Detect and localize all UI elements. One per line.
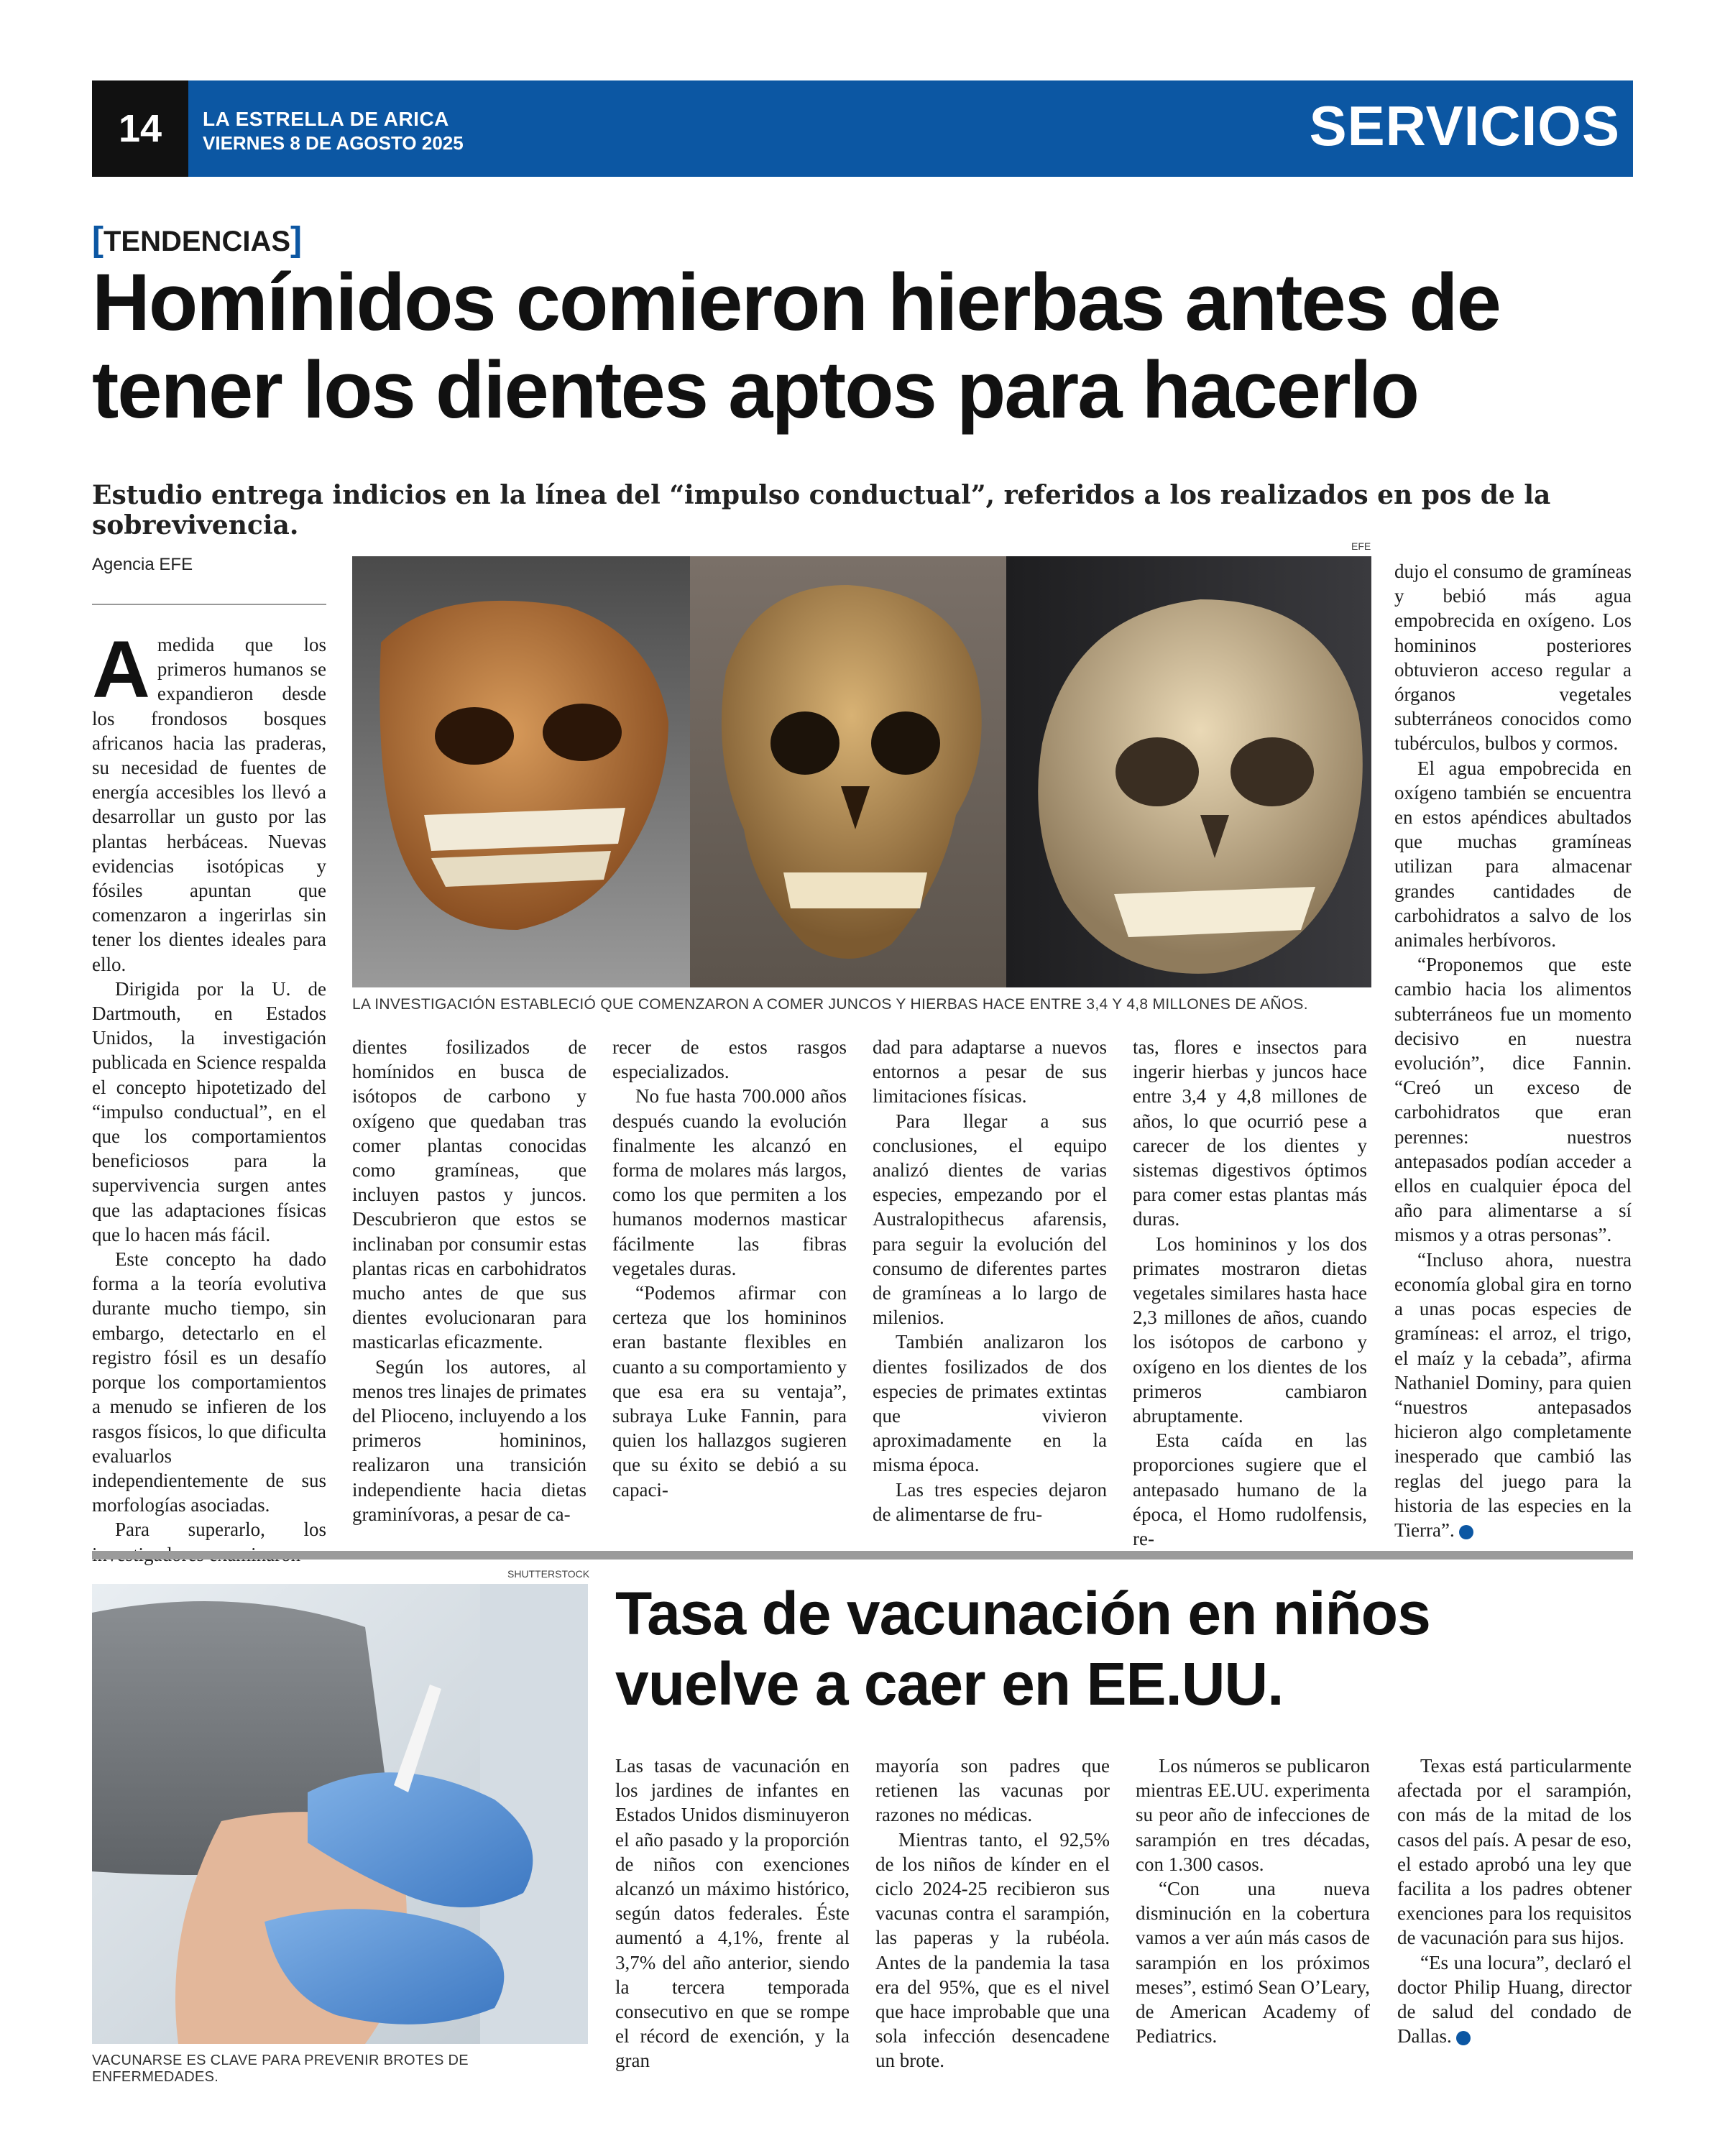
story2-headline: Tasa de vacunación en niños vuelve a caer en EE.UU.: [615, 1580, 1430, 1718]
story1-column-3: [612, 1035, 847, 1502]
kicker-close-bracket: ]: [290, 221, 302, 259]
section-title: SERVICIOS: [1309, 94, 1620, 157]
kicker-text: TENDENCIAS: [103, 226, 291, 257]
story1-col3-para2: No fue hasta 700.000 años después cuando la evolución finalmente les alcanzó en forma de molares más largos, como los que permiten a los humanos modernos masticar fácilmente las fibras vegetales duras.: [612, 1085, 847, 1279]
story1-col1-para2: Dirigida por la U. de Dartmouth, en Estados Unidos, la investigación publicada en Science respalda el concepto hipotetizado del “impulso conductual”, en el que los comportamientos beneficiosos para la supervivencia surgen antes que las adaptaciones físicas que lo hacen más fácil.: [92, 977, 326, 1245]
story2-col2-para1: mayoría son padres que retienen las vacunas por razones no médicas.: [875, 1755, 1110, 1826]
story1-col6-para1: dujo el consumo de gramíneas y bebió más agua empobrecida en oxígeno. Los homininos posteriores obtuvieron acceso regular a órganos vegetales subterráneos conocidos como tubérculos, bulbos y cormos.: [1394, 561, 1632, 755]
story1-col2-para1: dientes fosilizados de homínidos en busca de isótopos de carbono y oxígeno que quedaban tras comer plantas conocidas como gramíneas, que incluyen pastos y juncos. Descubrieron que estos se inclinaban por consumir estas plantas ricas en carbohidratos mucho antes de que sus dientes evolucionaran para masticarlas eficazmente.: [352, 1036, 586, 1353]
story2-col2-para2: Mientras tanto, el 92,5% de los niños de kínder en el ciclo 2024-25 recibieron sus vacunas contra el sarampión, las paperas y la rubéola. Antes de la pandemia la tasa era del 95%, que es el nivel que hace improbable que una sola infección desencadene un brote.: [875, 1828, 1110, 2072]
end-of-article-icon: [1456, 2031, 1471, 2045]
story1-headline: Homínidos comieron hierbas antes de tener los dientes aptos para hacerlo: [92, 257, 1500, 435]
vaccination-photo: [92, 1584, 588, 2044]
story1-col1-para3: Este concepto ha dado forma a la teoría evolutiva durante mucho tiempo, sin embargo, detectarlo en el registro fósil es un desafío porque los comportamientos a menudo se infieren de los rasgos físicos, lo que dificulta evaluarlos independientemente de sus morfologías asociadas.: [92, 1248, 326, 1516]
story2-col1-para1: Las tasas de vacunación en los jardines de infantes en Estados Unidos disminuyeron el año pasado y la proporción de niños con exenciones alcanzó un máximo histórico, según datos federales. Éste aumentó a 4,1%, frente al 3,7% del año anterior, siendo la tercera temporada consecutivo en que se rompe el récord de exención, y la gran: [615, 1755, 850, 2072]
story1-deck: Estudio entrega indicios en la línea del “impulso conductual”, referidos a los realizados en pos de la sobrevivencia.: [92, 480, 1551, 540]
newspaper-name: LA ESTRELLA DE ARICA: [203, 108, 449, 130]
story2-column-3: [1136, 1754, 1370, 2048]
story1-col2-para2: Según los autores, al menos tres linajes de primates del Plioceno, incluyendo a los primeros homininos, realizaron una transición independiente hacia dietas graminívoras, a pesar de ca-: [352, 1355, 586, 1525]
story1-col6-para3: “Proponemos que este cambio hacia los alimentos subterráneos fue un momento decisivo en nuestra evolución”, dice Fannin. “Creó un exceso de carbohidratos que eran perennes: nuestros antepasados podían acceder a ellos en cualquier época del año para alimentarse a sí mismos y a otras personas”.: [1394, 954, 1632, 1246]
story2-photo-caption: VACUNARSE ES CLAVE PARA PREVENIR BROTES DE ENFERMEDADES.: [92, 2053, 469, 2085]
story1-photo-credit: EFE: [1351, 540, 1371, 552]
story2-column-1: [615, 1754, 850, 2073]
story1-col6-para2: El agua empobrecida en oxígeno también se encuentra en estos apéndices abultados que muchas gramíneas utilizan para almacenar grandes cantidades de carbohidratos a salvo de los animales herbívoros.: [1394, 757, 1632, 952]
story2-col4-para1: Texas está particularmente afectada por el sarampión, con más de la mitad de los casos del país. A pesar de eso, el estado aprobó una ley que facilita a los padres obtener exenciones para los requisitos de vacunación para sus hijos.: [1397, 1755, 1632, 1949]
story1-byline: Agencia EFE: [92, 555, 193, 574]
story-divider: [92, 1551, 1633, 1560]
story1-col1-para1-text: medida que los primeros humanos se expandieron desde los frondosos bosques africanos hacia las praderas, su necesidad de fuentes de energía accesibles los llevó a desarrollar un gusto por las plantas herbáceas. Nuevas evidencias isotópicas y fósiles apuntan que comenzaron a ingerirlas sin tener los dientes ideales para ello.: [92, 634, 326, 975]
story1-col5-para1: tas, flores e insectos para ingerir hierbas y juncos hace entre 3,4 y 4,8 millones de años, lo que ocurrió pese a carecer de los dientes y sistemas digestivos óptimos para comer estas plantas más duras.: [1133, 1036, 1367, 1230]
story1-col4-para3: También analizaron los dientes fosilizados de dos especies de primates extintas que vivieron aproximadamente en la misma época.: [873, 1331, 1107, 1476]
issue-date: VIERNES 8 DE AGOSTO 2025: [203, 132, 464, 154]
story1-column-2: [352, 1035, 586, 1526]
story1-col1-para1: [92, 625, 326, 977]
story1-col5-para3: Esta caída en las proporciones sugiere que el antepasado humano de la época, el Homo rudolfensis, re-: [1133, 1429, 1367, 1550]
drop-cap: A: [92, 625, 150, 714]
kicker-open-bracket: [: [92, 221, 104, 259]
byline-rule: [92, 604, 326, 605]
story2-column-2: [875, 1754, 1110, 2073]
end-of-article-icon: [1459, 1525, 1473, 1539]
story1-col6-para4: [1394, 1248, 1632, 1542]
story1-column-5: [1133, 1035, 1367, 1551]
story2-col4-para2: [1397, 1950, 1632, 2049]
story2-photo-credit: SHUTTERSTOCK: [507, 1568, 590, 1580]
story1-photo-caption: LA INVESTIGACIÓN ESTABLECIÓ QUE COMENZARON A COMER JUNCOS Y HIERBAS HACE ENTRE 3,4 Y 4,8 MILLONES DE AÑOS.: [352, 996, 1308, 1013]
story2-col4-para2-text: “Es una locura”, declaró el doctor Philip Huang, director de salud del condado de Dallas.: [1397, 1951, 1632, 2047]
story1-col4-para1: dad para adaptarse a nuevos entornos a pesar de sus limitaciones físicas.: [873, 1036, 1107, 1107]
hominid-skulls-photo: [352, 556, 1371, 987]
page-number: 14: [92, 80, 188, 177]
story1-col4-para2: Para llegar a sus conclusiones, el equipo analizó dientes de varias especies, empezando por el Australopithecus afarensis, para seguir la evolución del consumo de diferentes partes de gramíneas a lo largo de milenios.: [873, 1110, 1107, 1329]
story1-col6-para4-text: “Incluso ahora, nuestra economía global gira en torno a unas pocas especies de gramíneas: el arroz, el trigo, el maíz y la cebada”, afirma Nathaniel Dominy, para quien “nuestros antepasados hicieron algo completamente inesperado que cambió las reglas del juego para la historia de las especies en la Tierra”.: [1394, 1248, 1632, 1541]
story2-col3-para2: “Con una nueva disminución en la cobertura vamos a ver aún más casos de sarampión en los próximos meses”, estimó Sean O’Leary, de American Academy of Pediatrics.: [1136, 1878, 1370, 2047]
story1-col5-para2: Los homininos y los dos primates mostraron dietas vegetales similares hasta hace 2,3 millones de años, cuando los isótopos de carbono y oxígeno en los dientes de los primeros cambiaron abruptamente.: [1133, 1233, 1367, 1427]
story1-column-1: [92, 625, 326, 1541]
story1-col3-para3: “Podemos afirmar con certeza que los homininos eran bastante flexibles en cuanto a su comportamiento y que esa era su ventaja”, subraya Luke Fannin, para quien los hallazgos sugieren que su éxito se debió a su capaci-: [612, 1282, 847, 1501]
story1-col3-para1: recer de estos rasgos especializados.: [612, 1036, 847, 1083]
story1-column-4: [873, 1035, 1107, 1526]
story1-col1-para4: Para superarlo, los: [115, 1519, 326, 1541]
skull-3-shape: [1038, 599, 1363, 974]
story2-col3-para1: Los números se publicaron mientras EE.UU. experimenta su peor año de infecciones de sarampión en tres décadas, con 1.300 casos.: [1136, 1755, 1370, 1875]
story1-col4-para4: Las tres especies dejaron de alimentarse de fru-: [873, 1478, 1107, 1525]
story1-kicker: [92, 220, 302, 259]
story1-column-6: [1394, 559, 1632, 1542]
story2-column-4: [1397, 1754, 1632, 2048]
